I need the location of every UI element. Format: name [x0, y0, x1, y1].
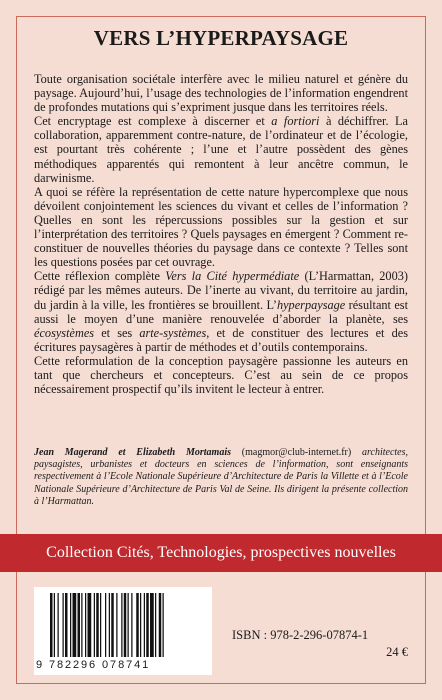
- author-description: architectes, paysagistes, urbanistes et docteurs en sciences de l’information, sont enseignants respectivement à l’Ecole Nationale Supérieure d’Architecture de Paris la Villette et à l’Ecole Nationale Supérieure d’Architecture de Paris Val de Seine. Ils dirigent la présente collection à l’Harmattan.: [34, 447, 409, 507]
- collection-name: Collection Cités, Technologies, prospectives nouvelles: [46, 544, 396, 561]
- paragraph-5: Cette reformulation de la conception paysagère passionne les auteurs en tant que chercheurs et concepteurs. C’est au sein de ce propos nécessairement prospectif qu’ils invitent le lecteur à entrer.: [34, 353, 408, 397]
- collection-band: [0, 534, 442, 572]
- paragraph-4: Cette réflexion complète Vers la Cité hypermédiate (L’Harmattan, 2003) rédigé par les mêmes auteurs. De l’inerte au vivant, du territoire au jardin, du jardin à la ville, les frontières se brouillent. L’hyperpaysage résultant est aussi le moyen d’une manière renouvelée d’aborder la planète, ses écosystèmes et ses arte-systèmes, et de constituer des lectures et des écritures paysagères à partir de méthodes et d’outils contemporains.: [34, 269, 408, 354]
- barcode: [34, 587, 212, 675]
- author-email: (magmor@club-internet.fr): [231, 447, 362, 458]
- isbn: ISBN : 978-2-296-07874-1: [232, 628, 369, 642]
- paragraph-1: Toute organisation sociétale interfère avec le milieu naturel et génère du paysage. Aujourd’hui, l’usage des technologies de l’information engendrent de profondes mutations qui s’expriment jusque dans les territoires réels.: [34, 72, 408, 115]
- barcode-bars-icon: [50, 593, 200, 659]
- book-title: VERS L’HYPERPAYSAGE: [93, 26, 349, 50]
- paragraph-3: A quoi se réfère la représentation de cette nature hypercomplexe que nous dévoilent conjointement les sciences du vivant et celles de l’information ? Quelles en sont les répercussions possibles sur la gestion et sur l’interprétation des territoires ? Quels paysages en émergent ? Comment re-constituer de nouvelles théories du paysage dans ce contexte ? Telles sont les questions posées par cet ouvrage.: [34, 184, 408, 270]
- barcode-digits: 9 782296 078741: [36, 659, 151, 671]
- price: 24 €: [386, 645, 408, 659]
- author-names: Jean Magerand et Elizabeth Mortamais: [34, 447, 231, 458]
- back-cover-text: [34, 72, 408, 396]
- author-bio: [34, 447, 408, 508]
- paragraph-2: Cet encryptage est complexe à discerner et a fortiori à déchiffrer. La collaboration, apparemment contre-nature, de l’ordinateur et de l’écologie, est pourtant très cohérente ; l’une et l’autre possèdent des gènes méthodiques apparentés qui remontent à leur ancêtre commun, le darwinisme.: [34, 114, 408, 185]
